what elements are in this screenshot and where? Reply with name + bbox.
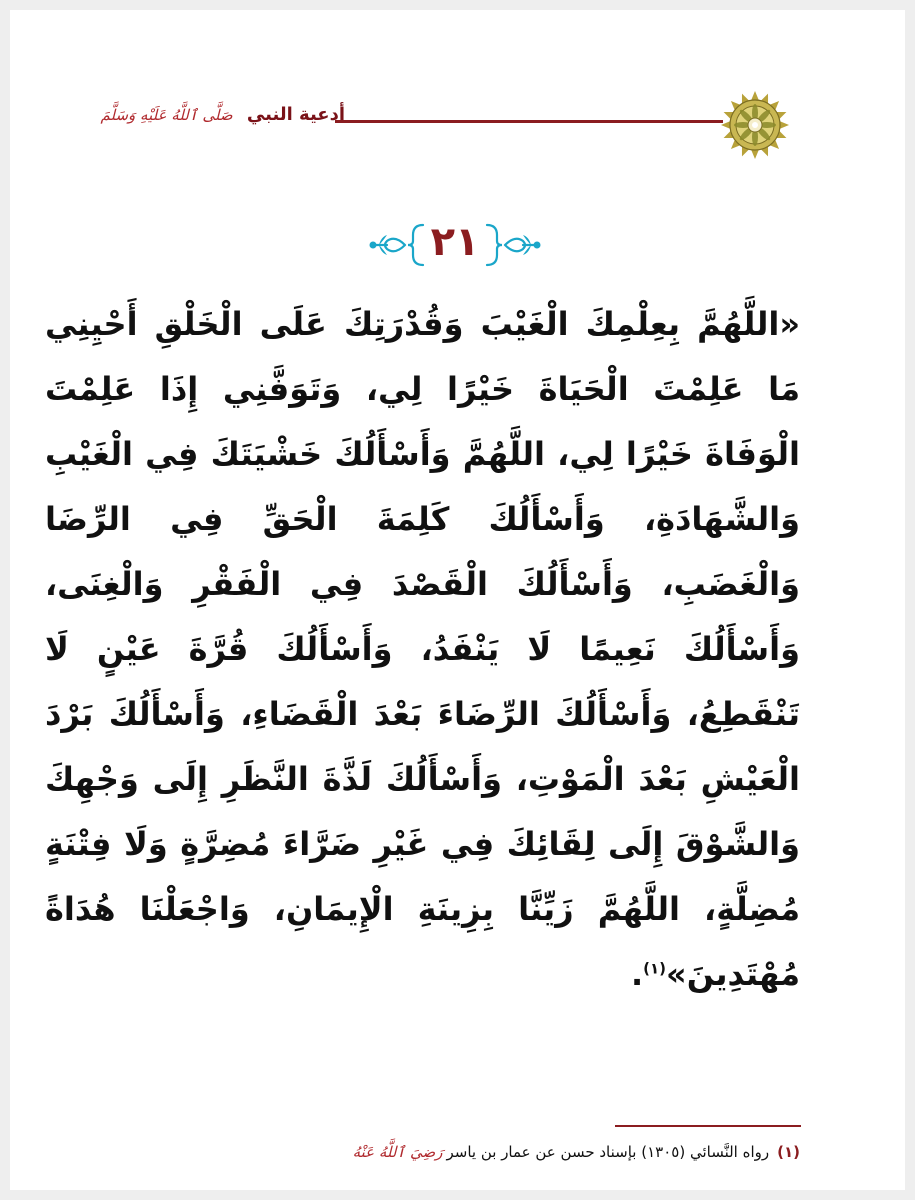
- footnote-marker: (١): [777, 1143, 800, 1161]
- dua-text: [45, 292, 800, 1007]
- section-number-badge: [365, 215, 545, 275]
- header-divider: [335, 120, 723, 123]
- rosette-medallion-icon: [720, 90, 790, 160]
- footnote-honorific: رَضِيَ ٱللَّهُ عَنْهُ: [352, 1143, 443, 1161]
- footnote-divider: [615, 1125, 801, 1127]
- footnote: [280, 1143, 800, 1161]
- page-header: [10, 90, 905, 150]
- header-honorific: صَلَّى ٱللَّهُ عَلَيْهِ وَسَلَّمَ: [100, 106, 233, 124]
- dua-body: «اللَّهُمَّ بِعِلْمِكَ الْغَيْبَ وَقُدْرَتِكَ عَلَى الْخَلْقِ أَحْيِنِي مَا عَلِمْتَ الْحَيَاةَ خَيْرًا لِي، وَتَوَفَّنِي إِذَا عَلِمْتَ الْوَفَاةَ خَيْرًا لِي، اللَّهُمَّ وَأَسْأَلُكَ خَشْيَتَكَ فِي الْغَيْبِ وَالشَّهَادَةِ، وَأَسْأَلُكَ كَلِمَةَ الْحَقِّ فِي الرِّضَا وَالْغَضَبِ، وَأَسْأَلُكَ الْقَصْدَ فِي الْفَقْرِ وَالْغِنَى، وَأَسْأَلُكَ نَعِيمًا لَا يَنْفَدُ، وَأَسْأَلُكَ قُرَّةَ عَيْنٍ لَا تَنْقَطِعُ، وَأَسْأَلُكَ الرِّضَاءَ بَعْدَ الْقَضَاءِ، وَأَسْأَلُكَ بَرْدَ الْعَيْشِ بَعْدَ الْمَوْتِ، وَأَسْأَلُكَ لَذَّةَ النَّظَرِ إِلَى وَجْهِكَ وَالشَّوْقَ إِلَى لِقَائِكَ فِي غَيْرِ ضَرَّاءَ مُضِرَّةٍ وَلَا فِتْنَةٍ مُضِلَّةٍ، اللَّهُمَّ زَيِّنَّا بِزِينَةِ الْإِيمَانِ، وَاجْعَلْنَا هُدَاةً مُهْتَدِينَ»: [45, 305, 800, 993]
- dua-end-punctuation: .: [631, 955, 644, 993]
- footnote-reference[interactable]: (١): [643, 959, 667, 978]
- header-title-text: أدعية النبي: [246, 104, 345, 125]
- section-number: ٢١: [430, 219, 480, 265]
- header-title: [101, 104, 345, 125]
- book-page: [10, 10, 905, 1190]
- footnote-text: رواه النَّسائي (١٣٠٥) بإسناد حسن عن عمار بن ياسر: [446, 1143, 770, 1161]
